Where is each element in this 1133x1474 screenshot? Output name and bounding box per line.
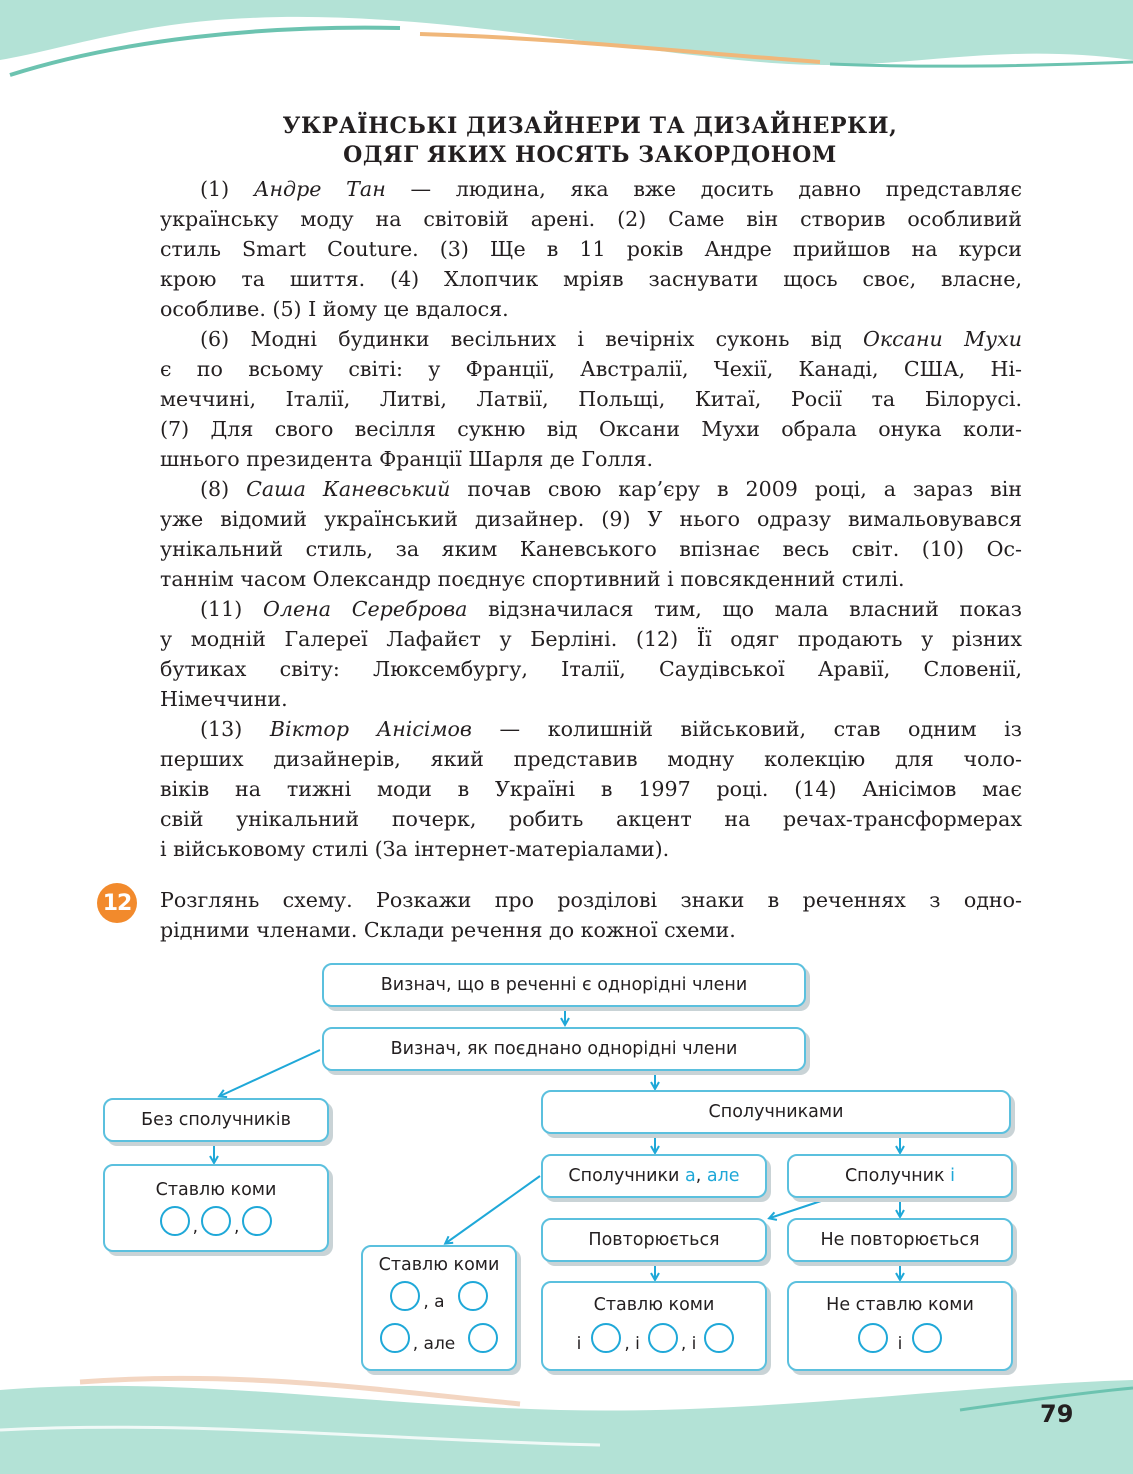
text-segment: Німеччини. (160, 687, 288, 711)
text-line (160, 684, 1022, 714)
member-circle (591, 1323, 621, 1353)
text-line (160, 384, 1022, 414)
text-segment: є по всьому світі: у Франції, Австралії, Чехії, Канаді, США, Ні- (160, 357, 1022, 381)
text-segment: (13) (200, 717, 270, 741)
scheme-box-conj-i (787, 1154, 1013, 1198)
text-line (160, 804, 1022, 834)
member-circle (648, 1323, 678, 1353)
text-line (160, 504, 1022, 534)
scheme-box-commas-a-ale (361, 1245, 517, 1371)
sep-a: , а (423, 1292, 445, 1312)
sep-ale: , але (412, 1334, 456, 1354)
member-circle (160, 1206, 190, 1236)
article-paragraph (160, 474, 1022, 594)
scheme-box-label: Ставлю коми (378, 1255, 500, 1275)
text-segment: і військовому стилі (За інтернет-матеріалами). (160, 837, 670, 861)
scheme-box-no-commas (787, 1281, 1013, 1371)
label-prefix: Сполучник (844, 1166, 951, 1186)
scheme-box-not-repeats (787, 1218, 1013, 1262)
member-circle (201, 1206, 231, 1236)
text-segment: таннім часом Олександр поєднує спортивний і повсякденний стилі. (160, 567, 905, 591)
article-paragraph (160, 324, 1022, 474)
member-circle (858, 1323, 888, 1353)
member-circle (380, 1323, 410, 1353)
text-line (160, 474, 1022, 504)
text-line (160, 624, 1022, 654)
text-line (160, 564, 1022, 594)
text-line (160, 444, 1022, 474)
text-segment: (6) Модні будинки весільних і вечірніх суконь від (200, 327, 863, 351)
text-segment: (11) (200, 597, 263, 621)
text-segment: українську моду на світовій арені. (2) Саме він створив особливий (160, 207, 1022, 231)
scheme-box-label: Ставлю коми (155, 1180, 277, 1200)
task-line-2: рідними членами. Склади речення до кожної схеми. (160, 918, 736, 942)
conj-i: і (950, 1166, 956, 1186)
task-number-badge: 12 (97, 883, 137, 923)
conj-i-mark: і (897, 1334, 903, 1354)
article-paragraph (160, 174, 1022, 324)
text-line (160, 534, 1022, 564)
title-line-1: УКРАЇНСЬКІ ДИЗАЙНЕРИ ТА ДИЗАЙНЕРКИ, (282, 113, 898, 139)
text-segment: відзначилася тим, що мала власний показ (467, 597, 1022, 621)
text-line (160, 234, 1022, 264)
scheme-box-repeats (541, 1218, 767, 1262)
page-title (160, 112, 1020, 170)
scheme-box-commas-repeats (541, 1281, 767, 1371)
member-circle (468, 1323, 498, 1353)
designer-name: Андре Тан (253, 177, 386, 201)
scheme-box-label (568, 1166, 739, 1186)
text-segment: особливе. (5) І йому це вдалося. (160, 297, 509, 321)
text-segment: (7) Для свого весілля сукню від Оксани Мухи обрала онука коли- (160, 417, 1022, 441)
text-line (160, 204, 1022, 234)
text-line (160, 354, 1022, 384)
scheme-box-without-conjunctions (103, 1098, 329, 1142)
text-segment: уже відомий український дизайнер. (9) У нього одразу вимальовувався (160, 507, 1022, 531)
text-segment: меччині, Італії, Литві, Латвії, Польщі, Китаї, Росії та Білорусі. (160, 387, 1022, 411)
page-number: 79 (1040, 1400, 1074, 1428)
designer-name: Саша Каневський (246, 477, 451, 501)
comma-mark: , (234, 1217, 240, 1237)
text-segment: унікальний стиль, за яким Каневського впізнає весь світ. (10) Ос- (160, 537, 1022, 561)
member-circle (390, 1281, 420, 1311)
scheme-box-how-connected (322, 1027, 806, 1071)
text-line (160, 774, 1022, 804)
member-circle (242, 1206, 272, 1236)
text-segment: — людина, яка вже досить давно представляє (385, 177, 1022, 201)
scheme-box-label: Не ставлю коми (826, 1295, 974, 1315)
text-line (160, 594, 1022, 624)
text-line (160, 654, 1022, 684)
scheme-box-label: Визнач, що в реченні є однорідні члени (380, 975, 748, 995)
title-line-2: ОДЯГ ЯКИХ НОСЯТЬ ЗАКОРДОНОМ (343, 142, 837, 168)
text-segment: (8) (200, 477, 247, 501)
task-instruction (160, 885, 1022, 945)
designer-name: Оксани Мухи (862, 327, 1023, 351)
comma-mark: , (192, 1217, 198, 1237)
text-segment: перших дизайнерів, який представив модну колекцію для чоло- (160, 747, 1022, 771)
text-segment: (1) (200, 177, 254, 201)
text-segment: — колишній військовий, став одним із (471, 717, 1023, 741)
member-circle (704, 1323, 734, 1353)
text-segment: крою та шиття. (4) Хлопчик мріяв заснувати щось своє, власне, (160, 267, 1022, 291)
text-line (160, 744, 1022, 774)
article-paragraph (160, 714, 1022, 864)
scheme-box-label (845, 1166, 955, 1186)
text-segment: віків на тижні моди в Україні в 1997 році. (14) Анісімов має (160, 777, 1022, 801)
scheme-box-commas-no-conj (103, 1164, 329, 1252)
scheme-box-label: Не повторюється (820, 1230, 980, 1250)
text-line (160, 324, 1022, 354)
text-line (160, 174, 1022, 204)
comma-i-mark: , і (624, 1334, 640, 1354)
text-line (160, 834, 1022, 864)
member-circle (912, 1323, 942, 1353)
text-segment: шнього президента Франції Шарля де Голля. (160, 447, 654, 471)
text-segment: стиль Smart Couture. (3) Ще в 11 років Андре прийшов на курси (160, 237, 1022, 261)
scheme-box-identify-members (322, 963, 806, 1007)
designer-name: Віктор Анісімов (269, 717, 472, 741)
label-comma: , (695, 1166, 707, 1186)
article-paragraph (160, 594, 1022, 714)
conj-ale: але (706, 1166, 740, 1186)
scheme-box-conj-a-ale (541, 1154, 767, 1198)
text-line (160, 264, 1022, 294)
conj-a: а (685, 1166, 696, 1186)
scheme-box-label: Сполучниками (708, 1102, 844, 1122)
text-segment: почав свою кар’єру в 2009 році, а зараз він (450, 477, 1023, 501)
text-segment: бутиках світу: Люксембургу, Італії, Саудівської Аравії, Словенії, (160, 657, 1022, 681)
text-segment: свій унікальний почерк, робить акцент на речах-трансформерах (160, 807, 1022, 831)
text-line (160, 414, 1022, 444)
comma-i-mark: , і (680, 1334, 697, 1354)
scheme-box-with-conjunctions (541, 1090, 1011, 1134)
text-line (160, 714, 1022, 744)
article-text (160, 174, 1022, 864)
top-wave-decoration (0, 0, 1133, 90)
text-segment: у модній Галереї Лафайєт у Берліні. (12) Її одяг продають у різних (160, 627, 1022, 651)
bottom-wave-decoration (0, 1370, 1133, 1474)
member-circle (458, 1281, 488, 1311)
designer-name: Олена Сереброва (262, 597, 468, 621)
task-line-1: Розглянь схему. Розкажи про розділові знаки в реченнях з одно- (160, 888, 1022, 912)
scheme-box-label: Повторюється (588, 1230, 720, 1250)
conj-i-mark: і (576, 1334, 582, 1354)
label-prefix: Сполучники (568, 1166, 685, 1186)
scheme-box-label: Ставлю коми (593, 1295, 715, 1315)
text-line (160, 294, 1022, 324)
scheme-box-label: Без сполучників (141, 1110, 291, 1130)
scheme-box-label: Визнач, як поєднано однорідні члени (390, 1039, 738, 1059)
